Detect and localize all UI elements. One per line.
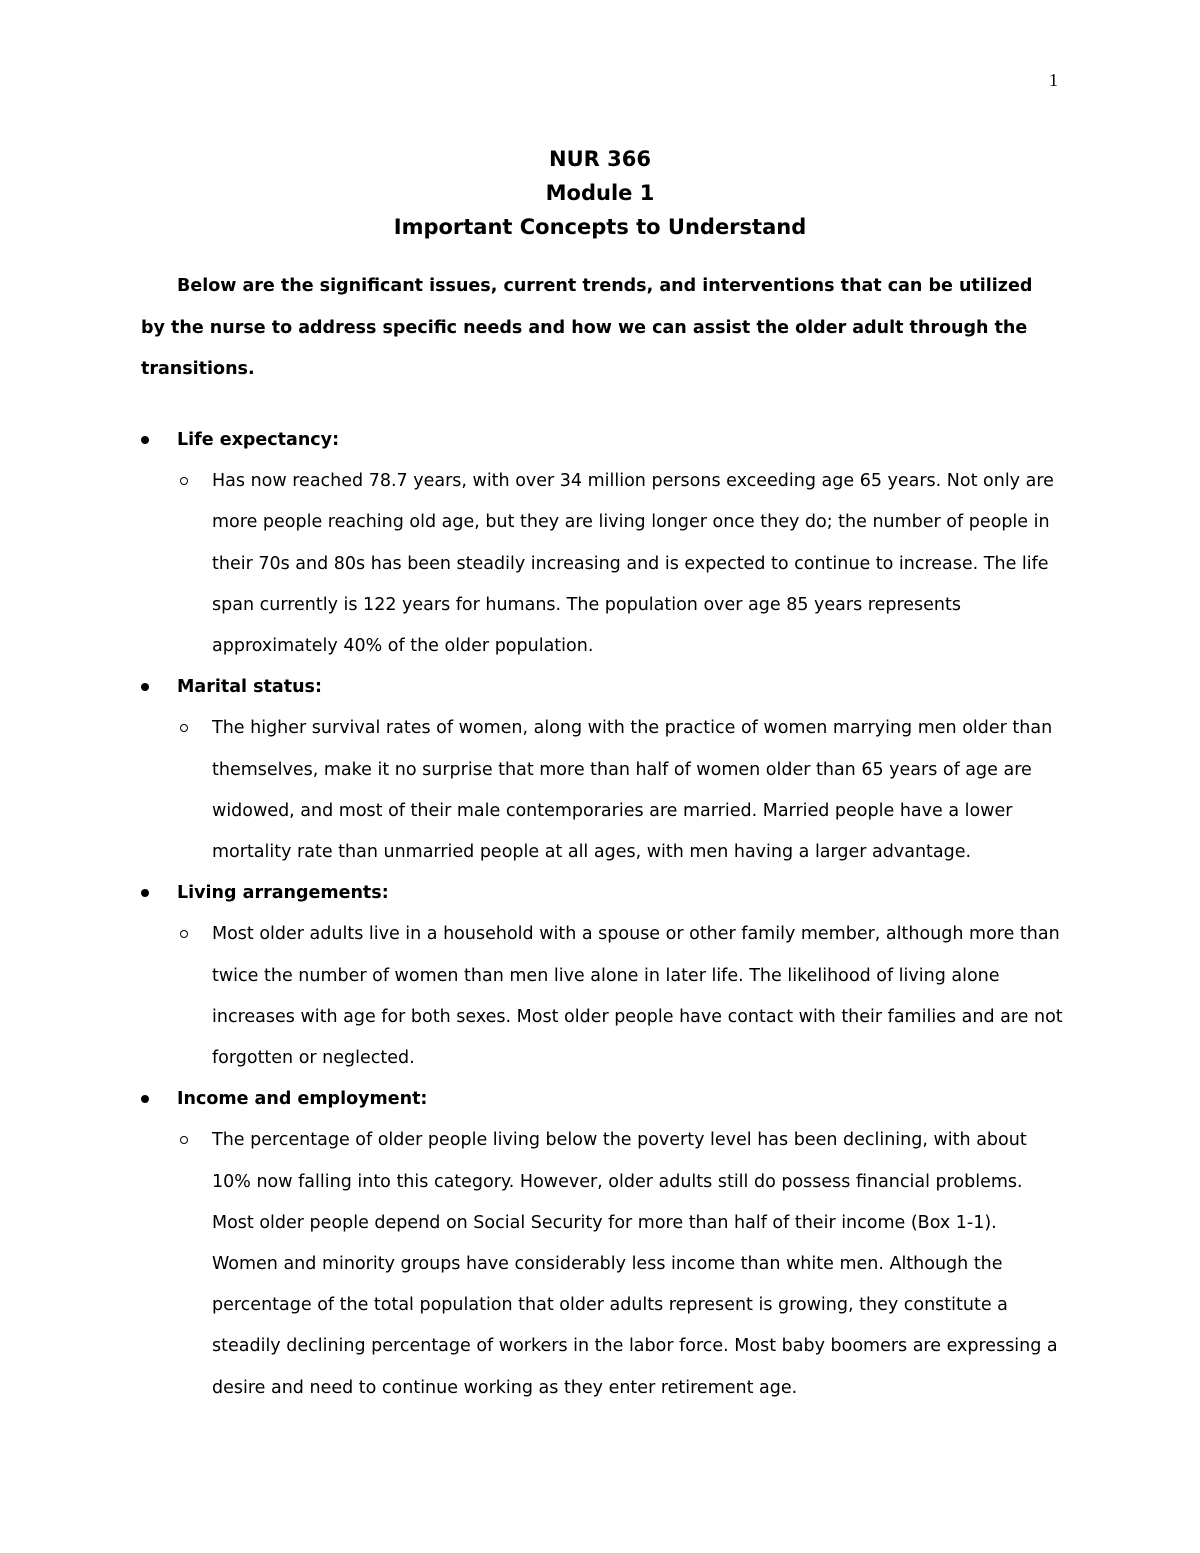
topic-detail bbox=[177, 461, 1066, 667]
topic-heading-row bbox=[177, 420, 1066, 461]
bullet-icon bbox=[141, 1095, 149, 1103]
hollow-bullet-icon bbox=[180, 1136, 188, 1144]
topic-heading: Living arrangements: bbox=[177, 883, 389, 904]
module-title: Module 1 bbox=[545, 181, 655, 205]
document-subtitle: Important Concepts to Understand bbox=[393, 215, 807, 239]
topic-heading: Income and employment: bbox=[177, 1089, 428, 1110]
topic-detail-text: Has now reached 78.7 years, with over 34 million persons exceeding age 65 years. Not only are more people reaching old age, but they are living longer once they do; the number of people in their 70s and 80s has been steadily increasing and is expected to continue to increase. The life span currently is 122 years for humans. The population over age 85 years represents approximately 40% of the older population. bbox=[212, 471, 1054, 657]
topic-detail bbox=[177, 1120, 1066, 1408]
course-title: NUR 366 bbox=[549, 147, 651, 171]
topic-item bbox=[141, 873, 1066, 1079]
bullet-icon bbox=[141, 889, 149, 897]
topic-item bbox=[141, 420, 1066, 667]
topic-heading: Life expectancy: bbox=[177, 430, 340, 450]
topic-detail bbox=[177, 708, 1066, 873]
topic-detail bbox=[177, 914, 1066, 1079]
topic-detail-text: The higher survival rates of women, along with the practice of women marrying men older than themselves, make it no surprise that more than half of women older than 65 years of age are widowed, and most of their male contemporaries are married. Married people have a lower mortality rate than unmarried people at all ages, with men having a larger advantage. bbox=[212, 718, 1053, 863]
hollow-bullet-icon bbox=[180, 724, 188, 732]
topic-heading-row bbox=[177, 873, 1066, 914]
document-header bbox=[0, 142, 1200, 244]
topic-heading-row bbox=[177, 667, 1066, 708]
topic-item bbox=[141, 1079, 1066, 1409]
bullet-icon bbox=[141, 436, 149, 444]
topic-detail-text: The percentage of older people living below the poverty level has been declining, with about 10% now falling into this category. However, older adults still do possess financial problems. Most older people depend on Social Security for more than half of their income (Box 1-1). Women and minority groups have considerably less income than white men. Although the percentage of the total population that older adults represent is growing, they constitute a steadily declining percentage of workers in the labor force. Most baby boomers are expressing a desire and need to continue working as they enter retirement age. bbox=[212, 1130, 1058, 1398]
intro-paragraph: Below are the significant issues, current trends, and interventions that can be utilized by the nurse to address specific needs and how we can assist the older adult through the transitions. bbox=[141, 276, 1033, 379]
bullet-icon bbox=[141, 683, 149, 691]
topic-list bbox=[141, 420, 1066, 1409]
topic-item bbox=[141, 667, 1066, 873]
hollow-bullet-icon bbox=[180, 477, 188, 485]
topic-detail-text: Most older adults live in a household with a spouse or other family member, although more than twice the number of women than men live alone in later life. The likelihood of living alone increases with age for both sexes. Most older people have contact with their families and are not forgotten or neglected. bbox=[212, 924, 1063, 1069]
page-number: 1 bbox=[1049, 70, 1058, 90]
topic-heading-row bbox=[177, 1079, 1066, 1120]
topic-heading: Marital status: bbox=[177, 677, 322, 698]
hollow-bullet-icon bbox=[180, 930, 188, 938]
